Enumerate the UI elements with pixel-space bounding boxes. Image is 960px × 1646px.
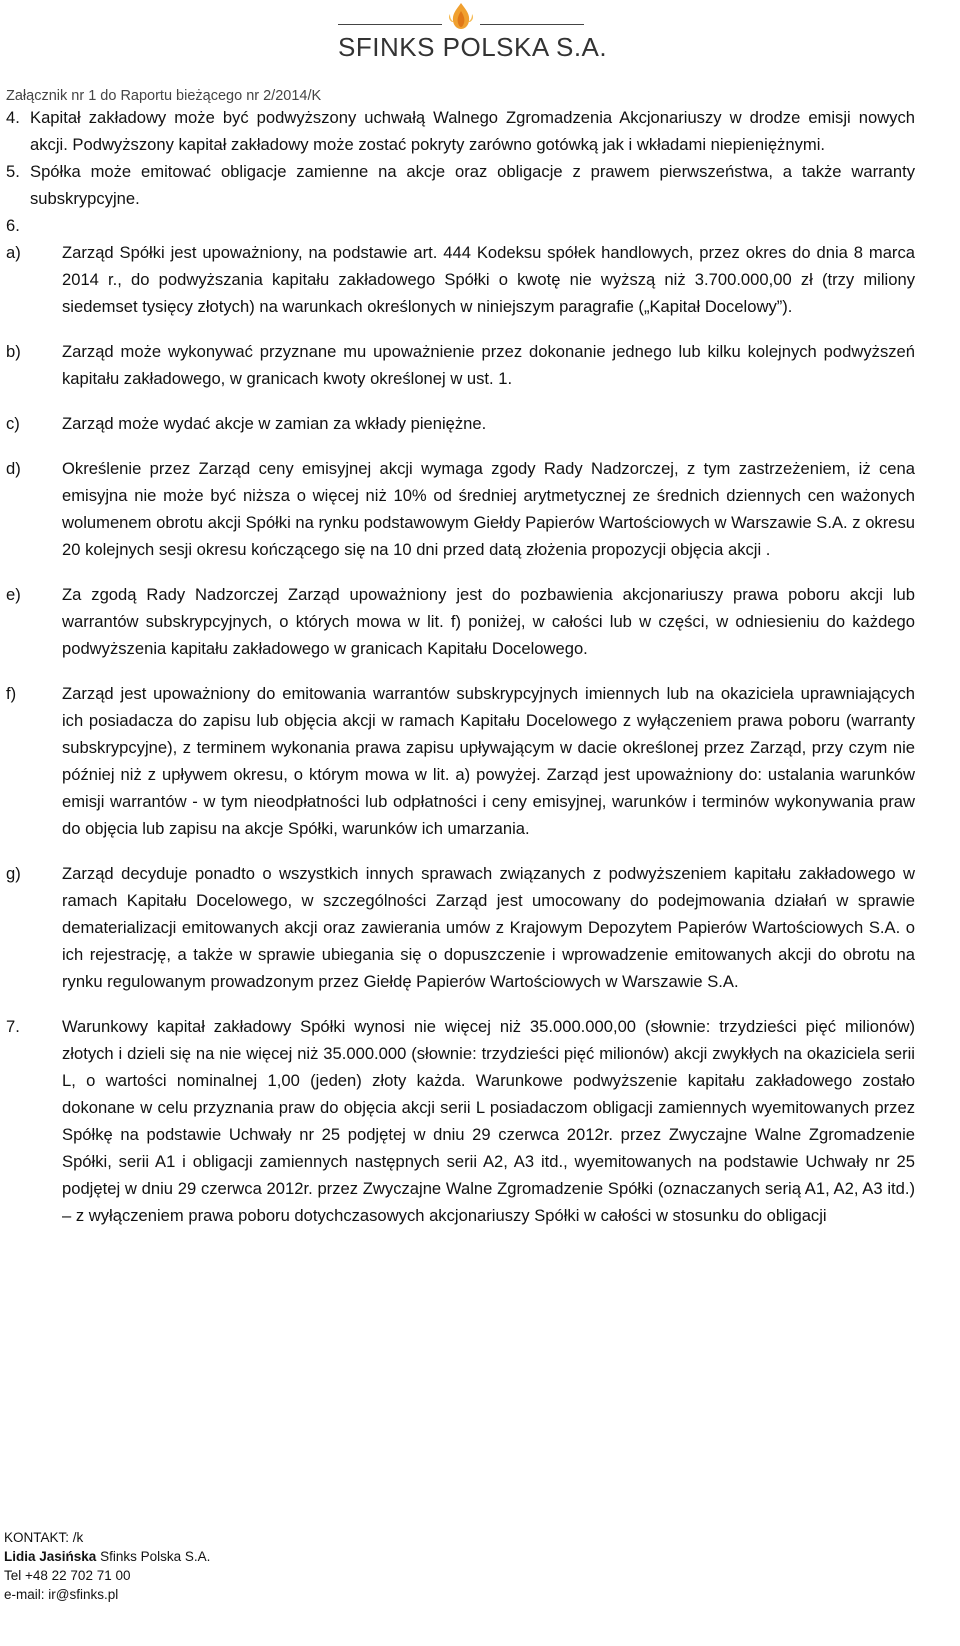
- logo-rule-left: [338, 24, 442, 25]
- item-number: 7.: [6, 1017, 20, 1036]
- logo-text: SFINKS POLSKA S.A.: [338, 32, 608, 62]
- item-text: Zarząd może wydać akcje w zamian za wkłady pieniężne.: [62, 414, 487, 433]
- list-item: [6, 158, 915, 212]
- item-number: 5.: [6, 162, 20, 181]
- item-text: Zarząd Spółki jest upoważniony, na podstawie art. 444 Kodeksu spółek handlowych, przez okres do dnia 8 marca 2014 r., do podwyższania kapitału zakładowego Spółki o kwotę nie wyższą niż 3.700.000,00 zł (trzy miliony siedemset tysięcy złotych) na warunkach określonych w niniejszym paragrafie („Kapitał Docelowy”).: [62, 243, 915, 316]
- list-item: [6, 860, 915, 995]
- list-item: [6, 338, 915, 392]
- contact-person: [4, 1547, 210, 1566]
- document-body: [6, 104, 915, 1229]
- list-item: [6, 1013, 915, 1229]
- item-text: Zarząd decyduje ponadto o wszystkich innych sprawach związanych z podwyższeniem kapitału zakładowego w ramach Kapitału Docelowego, w szczególności Zarząd jest umocowany do podejmowania działań w sprawie dematerializacji emitowanych akcji oraz zawierania umów z Krajowym Depozytem Papierów Wartościowych S.A. o ich rejestrację, a także w sprawie ubiegania się o dopuszczenie i wprowadzenie emitowanych akcji do obrotu na rynku regulowanym prowadzonym przez Giełdę Papierów Wartościowych w Warszawie S.A.: [62, 864, 915, 991]
- item-text: Określenie przez Zarząd ceny emisyjnej akcji wymaga zgody Rady Nadzorczej, z tym zastrzeżeniem, iż cena emisyjna nie może być niższa o więcej niż 10% od średniej arytmetycznej ze średnich dziennych cen ważonych wolumenem obrotu akcji Spółki na rynku podstawowym Giełdy Papierów Wartościowych w Warszawie S.A. z okresu 20 kolejnych sesji okresu kończącego się na 10 dni przed datą złożenia propozycji objęcia akcji .: [62, 459, 915, 559]
- contact-label: KONTAKT: /k: [4, 1530, 84, 1545]
- contact-name: Lidia Jasińska: [4, 1549, 97, 1564]
- company-logo: [338, 2, 608, 66]
- item-number: 4.: [6, 108, 20, 127]
- list-item: [6, 680, 915, 842]
- item-text: Spółka może emitować obligacje zamienne na akcje oraz obligacje z prawem pierwszeństwa, a także warranty subskrypcyjne.: [30, 162, 915, 208]
- flame-icon: [446, 2, 476, 30]
- item-text: Zarząd jest upoważniony do emitowania warrantów subskrypcyjnych imiennych lub na okaziciela uprawniających ich posiadacza do zapisu lub objęcia akcji w ramach Kapitału Docelowego z wyłączeniem prawa poboru (warranty subskrypcyjne), z terminem wykonania prawa zapisu upływającym w dacie określonej przez Zarząd, przy czym nie później niż z upływem okresu, o którym mowa w lit. a) powyżej. Zarząd jest upoważniony do: ustalania warunków emisji warrantów - w tym nieodpłatności lub odpłatności i ceny emisyjnej, warunków i terminów wykonywania praw do objęcia lub zapisu na akcje Spółki, warunków ich umarzania.: [62, 684, 915, 838]
- contact-footer: [4, 1528, 210, 1604]
- item-letter: e): [6, 585, 21, 604]
- list-item: [6, 581, 915, 662]
- item-letter: g): [6, 864, 21, 883]
- item-letter: a): [6, 243, 21, 262]
- list-item: [6, 104, 915, 158]
- item-text: [30, 216, 35, 235]
- logo-rule-right: [480, 24, 584, 25]
- annex-reference: Załącznik nr 1 do Raportu bieżącego nr 2/2014/K: [6, 88, 322, 104]
- item-text: Za zgodą Rady Nadzorczej Zarząd upoważniony jest do pozbawienia akcjonariuszy prawa poboru akcji lub warrantów subskrypcyjnych, o których mowa w lit. f) poniżej, w całości lub w części, w odniesieniu do każdego podwyższenia kapitału zakładowego w granicach Kapitału Docelowego.: [62, 585, 915, 658]
- list-item: [6, 212, 915, 239]
- contact-phone: Tel +48 22 702 71 00: [4, 1568, 131, 1583]
- contact-company: Sfinks Polska S.A.: [96, 1549, 211, 1564]
- item-letter: b): [6, 342, 21, 361]
- item-letter: f): [6, 684, 17, 703]
- list-item: [6, 239, 915, 320]
- contact-email[interactable]: e-mail: ir@sfinks.pl: [4, 1587, 119, 1602]
- list-item: [6, 455, 915, 563]
- list-item: [6, 410, 915, 437]
- item-number: 6.: [6, 216, 20, 235]
- item-text: Kapitał zakładowy może być podwyższony uchwałą Walnego Zgromadzenia Akcjonariuszy w drodze emisji nowych akcji. Podwyższony kapitał zakładowy może zostać pokryty zarówno gotówką jak i wkładami niepieniężnymi.: [30, 108, 915, 154]
- item-text: Zarząd może wykonywać przyznane mu upoważnienie przez dokonanie jednego lub kilku kolejnych podwyższeń kapitału zakładowego, w granicach kwoty określonej w ust. 1.: [62, 342, 915, 388]
- item-letter: c): [6, 414, 20, 433]
- item-text: Warunkowy kapitał zakładowy Spółki wynosi nie więcej niż 35.000.000,00 (słownie: trzydzieści pięć milionów) złotych i dzieli się na nie więcej niż 35.000.000 (słownie: trzydzieści pięć milionów) akcji zwykłych na okaziciela serii L, o wartości nominalnej 1,00 (jeden) złoty każda. Warunkowe podwyższenie kapitału zakładowego zostało dokonane w celu przyznania praw do objęcia akcji serii L posiadaczom obligacji zamiennych wyemitowanych przez Spółkę na podstawie Uchwały nr 25 podjętej w dniu 29 czerwca 2012r. przez Zwyczajne Walne Zgromadzenie Spółki, serii A1 i obligacji zamiennych następnych serii A2, A3 itd., wyemitowanych na podstawie Uchwały nr 25 podjętej w dniu 29 czerwca 2012r. przez Zwyczajne Walne Zgromadzenie Spółki (oznaczanych serią A1, A2, A3 itd.) – z wyłączeniem prawa poboru dotychczasowych akcjonariuszy Spółki w całości w stosunku do obligacji: [62, 1017, 915, 1225]
- item-letter: d): [6, 459, 21, 478]
